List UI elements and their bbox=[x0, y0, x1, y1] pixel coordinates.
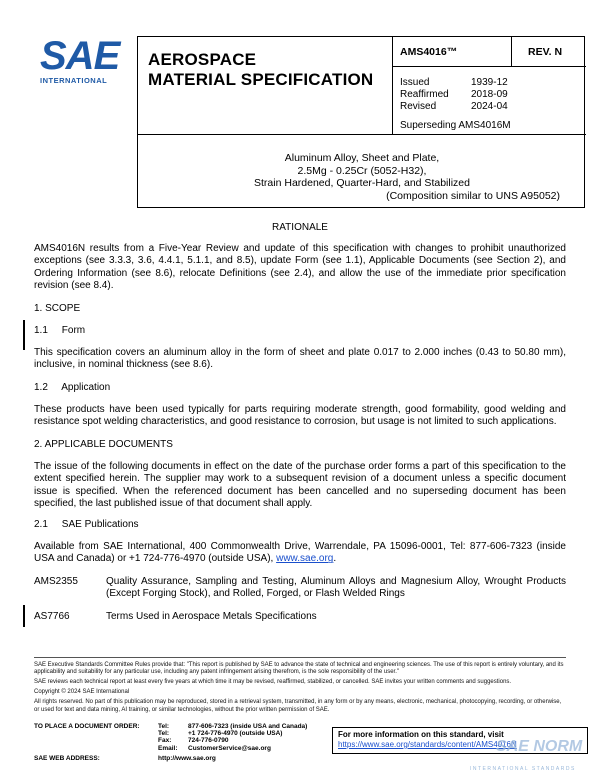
history-row bbox=[400, 77, 508, 89]
rationale-heading: RATIONALE bbox=[272, 222, 328, 233]
section-2-1-body: Available from SAE International, 400 Commonwealth Drive, Warrendale, PA 15096-0001, Tel: 877-606-7323 (inside USA and Canada) or +1 724-776-4970 (outside USA), bbox=[34, 541, 566, 565]
composition-note: (Composition similar to UNS A95052) bbox=[386, 189, 560, 202]
section-1-1-heading: 1.1 Form bbox=[34, 325, 86, 336]
subtitle-line: Aluminum Alloy, Sheet and Plate, bbox=[284, 152, 440, 164]
footer-legal bbox=[34, 657, 566, 716]
section-2-1-text bbox=[34, 541, 566, 566]
page-title bbox=[148, 50, 373, 90]
footer-paragraph: SAE reviews each technical report at least every five years at which time it may be revised, reaffirmed, stabilized, or cancelled. SAE invites your written comments and suggestions. bbox=[34, 679, 512, 686]
history-row bbox=[400, 101, 508, 113]
change-bar bbox=[23, 320, 25, 350]
section-2-heading: 2. APPLICABLE DOCUMENTS bbox=[34, 439, 173, 450]
watermark-logo: SAE NORM bbox=[496, 738, 583, 755]
section-2-1-heading: 2.1 SAE Publications bbox=[34, 519, 139, 530]
contact-row bbox=[34, 730, 307, 737]
contact-row bbox=[34, 723, 307, 730]
ref-title: Terms Used in Aerospace Metals Specifications bbox=[106, 611, 317, 622]
ref-title: Quality Assurance, Sampling and Testing, Aluminum Alloys and Magnesium Alloy, Wrought Products (Except Forging Stock), and Rolled, Forged, or Flash Welded Rings bbox=[106, 576, 566, 600]
contact-value: +1 724-776-4970 (outside USA) bbox=[188, 730, 283, 738]
ref-code: AS7766 bbox=[34, 611, 70, 622]
superseding-note: Superseding AMS4016M bbox=[400, 120, 511, 131]
info-title: For more information on this standard, visit bbox=[338, 730, 504, 739]
subtitle-line: 2.5Mg - 0.25Cr (5052-H32), bbox=[297, 164, 427, 177]
history-row bbox=[400, 89, 508, 101]
order-label: TO PLACE A DOCUMENT ORDER: bbox=[34, 723, 140, 730]
document-number: AMS4016™ bbox=[400, 46, 458, 58]
change-bar bbox=[23, 605, 25, 627]
history-value: 2018-09 bbox=[471, 89, 508, 100]
watermark-sub: INTERNATIONAL STANDARDS bbox=[470, 766, 576, 772]
section-1-heading: 1. SCOPE bbox=[34, 303, 81, 314]
history-value: 1939-12 bbox=[471, 77, 508, 88]
sae-logo bbox=[40, 36, 120, 85]
history-value: 2024-04 bbox=[471, 101, 508, 112]
contact-key: Tel: bbox=[158, 723, 170, 730]
web-value: http://www.sae.org bbox=[158, 754, 216, 762]
contact-key: Email: bbox=[158, 744, 178, 752]
logo-sae-text: SAE bbox=[40, 34, 120, 78]
section-1-2-text: These products have been used typically for parts requiring moderate strength, good formability, good welding and resistance spot welding characteristics, and good resistance to corrosion, but usage is not limited to such applications. bbox=[34, 404, 566, 428]
section-2-1-end: . bbox=[333, 553, 337, 565]
standard-link[interactable]: https://www.sae.org/standards/content/AMS4016N bbox=[338, 740, 517, 749]
history-label: Revised bbox=[400, 101, 437, 112]
subtitle-line: Strain Hardened, Quarter-Hard, and Stabilized bbox=[254, 177, 470, 189]
contact-value: 724-776-0790 bbox=[188, 737, 229, 745]
title-line-1: AEROSPACE bbox=[148, 50, 257, 69]
contact-key: Fax: bbox=[158, 737, 172, 745]
header-box bbox=[137, 36, 585, 208]
divider bbox=[392, 37, 393, 134]
document-history bbox=[400, 77, 508, 113]
contact-row bbox=[34, 745, 307, 752]
document-subtitle bbox=[138, 152, 586, 202]
web-label: SAE WEB ADDRESS: bbox=[34, 754, 100, 762]
sae-website-link[interactable]: www.sae.org bbox=[276, 553, 334, 565]
section-1-2-heading: 1.2 Application bbox=[34, 382, 111, 393]
contact-row bbox=[34, 737, 307, 744]
revision-label: REV. N bbox=[528, 46, 563, 58]
order-contact bbox=[34, 723, 307, 762]
divider bbox=[138, 134, 586, 135]
rationale-text: AMS4016N results from a Five-Year Review and update of this specification with changes to prohibit unauthorized exceptions (see 3.3.3, 3.6, 4.4.1, 5.1.1, and 8.5), update Form (see 1.1), Applicable Documents (see Section 2), and Ordering Information (see 8.6), relocate Definitions (see 2.4), and allow the use of the immediate prior specification revision (see 8.4). bbox=[34, 243, 566, 292]
section-1-1-text: This specification covers an aluminum alloy in the form of sheet and plate 0.017 to 2.000 inches (0.43 to 50.80 mm), inclusive, in nominal thickness (see 8.6). bbox=[34, 347, 566, 371]
contact-value: 877-606-7323 (inside USA and Canada) bbox=[188, 723, 308, 730]
contact-key: Tel: bbox=[158, 730, 170, 738]
footer-paragraph: All rights reserved. No part of this publication may be reproduced, stored in a retrieval system, transmitted, in any form or by any means, electronic, mechanical, photocopying, recording, or otherwise, or used for text and data mining, AI training, or similar technologies, without the prior written permission of SAE. bbox=[34, 699, 562, 713]
divider bbox=[511, 37, 512, 66]
history-label: Reaffirmed bbox=[400, 89, 449, 100]
footer-copyright: Copyright © 2024 SAE International bbox=[34, 689, 130, 696]
title-line-2: MATERIAL SPECIFICATION bbox=[148, 70, 374, 89]
history-label: Issued bbox=[400, 77, 430, 88]
contact-value: CustomerService@sae.org bbox=[188, 744, 271, 752]
section-2-text: The issue of the following documents in effect on the date of the purchase order forms a part of this specification to the extent specified herein. The supplier may work to a subsequent revision of a document unless a specific document issue is specified. When the referenced document has been cancelled and no superseding document has been specified, the last published issue of that document shall apply. bbox=[34, 461, 566, 510]
contact-row bbox=[34, 755, 307, 762]
divider bbox=[392, 66, 586, 67]
logo-international-text: INTERNATIONAL bbox=[40, 76, 108, 85]
footer-paragraph: SAE Executive Standards Committee Rules provide that: "This report is published by SAE to advance the state of technical and engineering sciences. The use of this report is entirely voluntary, and its applicability and suitability for any particular use, including any patent infringement arising therefrom, is the sole responsibility of the user." bbox=[34, 662, 564, 676]
ref-code: AMS2355 bbox=[34, 576, 78, 587]
